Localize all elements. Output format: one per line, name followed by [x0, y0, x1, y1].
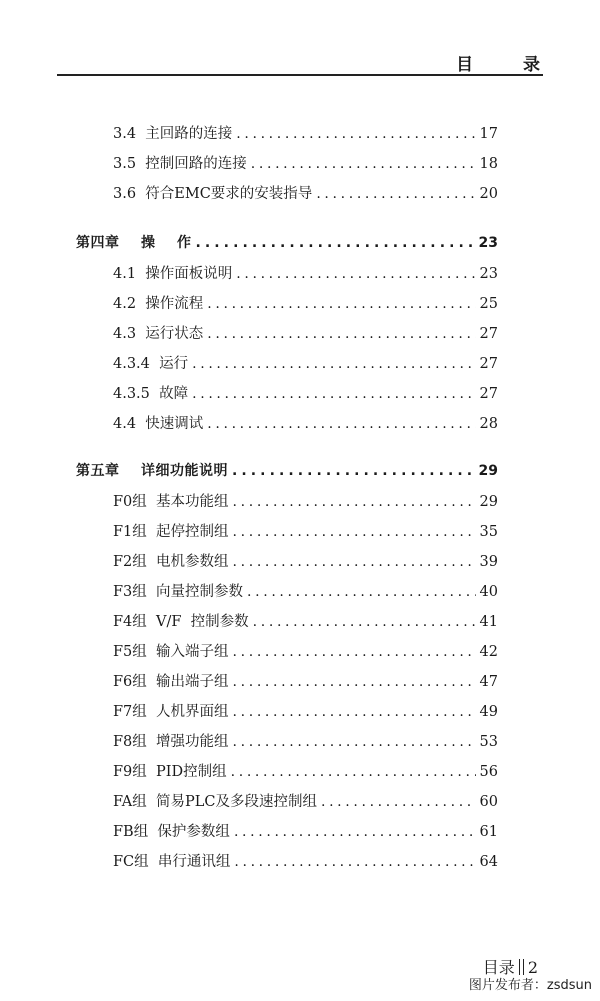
- toc-entry-label: 3.4 主回路的连接: [113, 126, 233, 142]
- watermark: 图片发布者：zsdsun: [468, 978, 592, 993]
- toc-entry-label: FB组 保护参数组: [113, 824, 230, 840]
- toc-entry-page: 23: [478, 235, 498, 251]
- toc-section-row: [113, 640, 498, 662]
- toc-leader-dots: [247, 584, 476, 600]
- toc-leader-dots: [234, 854, 475, 870]
- footer-separator: [519, 959, 524, 975]
- toc-section-row: [113, 850, 498, 872]
- toc-entry-page: 20: [479, 186, 498, 202]
- toc-section-row: [113, 322, 498, 344]
- toc-entry-label: 4.1 操作面板说明: [113, 266, 233, 282]
- toc-leader-dots: [196, 235, 475, 251]
- toc-section-row: [113, 352, 498, 374]
- toc-leader-dots: [207, 296, 475, 312]
- toc-entry-label: F0组 基本功能组: [113, 494, 229, 510]
- toc-entry-label: F3组 向量控制参数: [113, 584, 244, 600]
- toc-entry-label: F8组 增强功能组: [113, 734, 229, 750]
- toc-section-row: [113, 152, 498, 174]
- toc-leader-dots: [232, 463, 475, 479]
- toc-entry-label: 3.6 符合EMC要求的安装指导: [113, 186, 313, 202]
- toc-section-row: [113, 670, 498, 692]
- toc-leader-dots: [251, 156, 476, 172]
- toc-section-row: [113, 182, 498, 204]
- toc-section-row: [113, 760, 498, 782]
- toc-entry-page: 53: [479, 734, 498, 750]
- toc-entry-page: 47: [479, 674, 498, 690]
- toc-leader-dots: [316, 186, 475, 202]
- toc-entry-page: 28: [479, 416, 498, 432]
- page-header-title: 目 录: [456, 55, 562, 75]
- toc-entry-page: 29: [478, 463, 498, 479]
- toc-leader-dots: [233, 524, 476, 540]
- toc-entry-label: 4.3.4 运行: [113, 356, 189, 372]
- toc-leader-dots: [233, 674, 476, 690]
- toc-section-row: [113, 262, 498, 284]
- toc-section-row: [113, 520, 498, 542]
- toc-entry-page: 17: [479, 126, 498, 142]
- toc-entry-label: FC组 串行通讯组: [113, 854, 231, 870]
- toc-leader-dots: [231, 764, 476, 780]
- toc-entry-label: 4.4 快速调试: [113, 416, 204, 432]
- toc-leader-dots: [233, 554, 476, 570]
- toc-entry-label: 4.2 操作流程: [113, 296, 204, 312]
- toc-entry-label: 第五章 详细功能说明: [76, 463, 228, 479]
- toc-entry-label: 4.3 运行状态: [113, 326, 204, 342]
- toc-leader-dots: [207, 416, 475, 432]
- toc-entry-label: FA组 简易PLC及多段速控制组: [113, 794, 317, 810]
- toc-entry-page: 27: [479, 386, 498, 402]
- toc-entry-page: 29: [479, 494, 498, 510]
- toc-section-row: [113, 490, 498, 512]
- toc-leader-dots: [321, 794, 476, 810]
- toc-entry-label: F9组 PID控制组: [113, 764, 227, 780]
- toc-entry-label: F1组 起停控制组: [113, 524, 229, 540]
- toc-section-row: [113, 730, 498, 752]
- toc-leader-dots: [233, 734, 476, 750]
- toc-entry-label: 4.3.5 故障: [113, 386, 189, 402]
- toc-section-row: [113, 412, 498, 434]
- toc-section-row: [113, 700, 498, 722]
- toc-entry-label: 第四章 操 作: [76, 235, 192, 251]
- toc-entry-page: 64: [479, 854, 498, 870]
- toc-leader-dots: [207, 326, 475, 342]
- toc-entry-label: F4组 V/F 控制参数: [113, 614, 249, 630]
- toc-entry-page: 60: [479, 794, 498, 810]
- toc-leader-dots: [236, 126, 475, 142]
- toc-entry-label: F5组 输入端子组: [113, 644, 229, 660]
- toc-entry-page: 41: [479, 614, 498, 630]
- toc-leader-dots: [192, 386, 475, 402]
- toc-leader-dots: [234, 824, 476, 840]
- toc-section-row: [113, 292, 498, 314]
- footer-page-number: 2: [527, 958, 538, 977]
- toc-leader-dots: [192, 356, 475, 372]
- toc-section-row: [113, 580, 498, 602]
- toc-entry-label: 3.5 控制回路的连接: [113, 156, 247, 172]
- toc-section-row: [113, 122, 498, 144]
- toc-entry-page: 27: [479, 356, 498, 372]
- toc-entry-page: 23: [479, 266, 498, 282]
- toc-entry-page: 40: [479, 584, 498, 600]
- toc-leader-dots: [233, 644, 476, 660]
- toc-entry-page: 18: [479, 156, 498, 172]
- toc-chapter-row: [76, 460, 498, 482]
- toc-leader-dots: [236, 266, 475, 282]
- toc-entry-page: 56: [479, 764, 498, 780]
- toc-entry-page: 49: [479, 704, 498, 720]
- toc-entry-page: 61: [479, 824, 498, 840]
- toc-entry-label: F6组 输出端子组: [113, 674, 229, 690]
- toc-section-row: [113, 790, 498, 812]
- toc-entry-page: 42: [479, 644, 498, 660]
- toc-section-row: [113, 550, 498, 572]
- header-rule: [57, 74, 543, 76]
- toc-entry-page: 27: [479, 326, 498, 342]
- toc-chapter-row: [76, 232, 498, 254]
- toc-entry-page: 39: [479, 554, 498, 570]
- toc-entry-label: F7组 人机界面组: [113, 704, 229, 720]
- toc-section-row: [113, 610, 498, 632]
- toc-section-row: [113, 382, 498, 404]
- footer-label: 目录: [482, 958, 515, 977]
- toc-leader-dots: [233, 494, 476, 510]
- toc-section-row: [113, 820, 498, 842]
- toc-entry-page: 25: [479, 296, 498, 312]
- toc-entry-label: F2组 电机参数组: [113, 554, 229, 570]
- toc-leader-dots: [233, 704, 476, 720]
- toc-entry-page: 35: [479, 524, 498, 540]
- toc-leader-dots: [253, 614, 476, 630]
